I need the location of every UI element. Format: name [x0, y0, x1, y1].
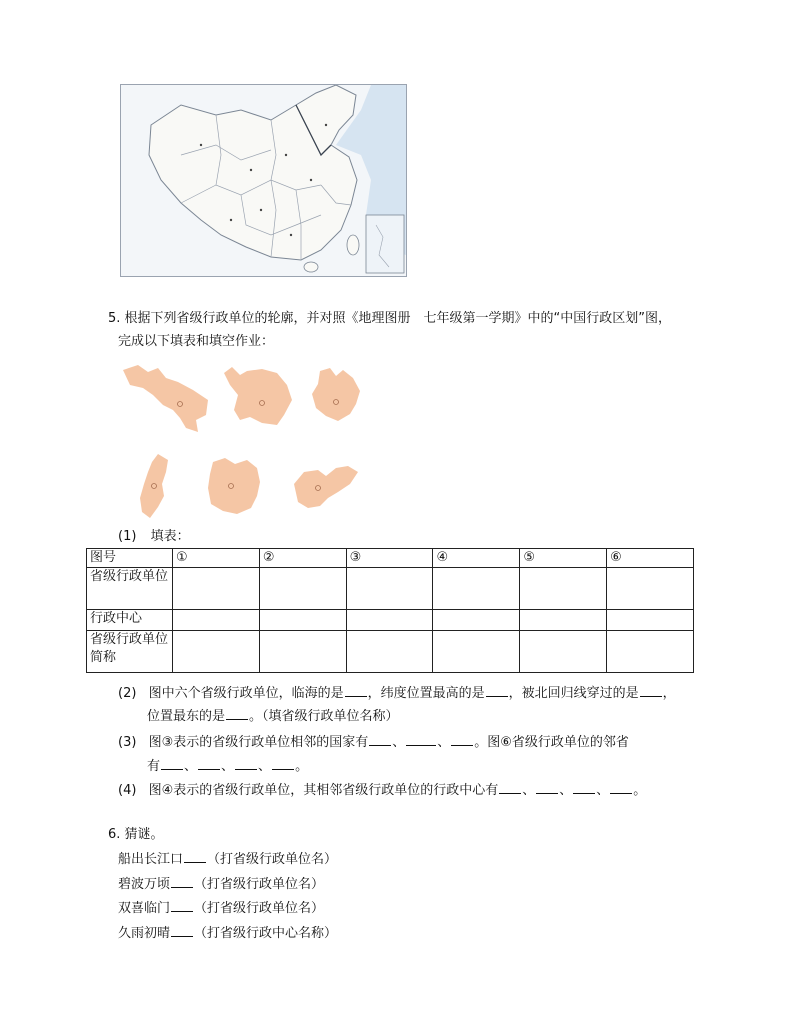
province-fill-table	[86, 548, 694, 673]
q5-part3-text: 有	[147, 759, 161, 774]
table-answer-cell[interactable]	[520, 631, 607, 673]
q6-title-line	[108, 826, 164, 844]
province-shape-3	[308, 366, 363, 424]
table-answer-cell[interactable]	[346, 631, 433, 673]
q5-intro-line1: 根据下列省级行政单位的轮廓，并对照《地理图册 七年级第一学期》中的“中国行政区划”图，	[124, 311, 672, 326]
riddle-item	[118, 899, 324, 918]
province-shape-2	[222, 365, 297, 427]
table-answer-cell[interactable]	[259, 610, 346, 631]
riddle-hint: （打省级行政单位名）	[194, 877, 325, 892]
q5-part1-label: (1)	[118, 529, 137, 544]
q5-part3-line1	[118, 733, 629, 752]
table-answer-cell[interactable]	[259, 631, 346, 673]
q5-part2-label: (2)	[118, 686, 137, 701]
answer-blank[interactable]	[198, 757, 220, 770]
q5-part4-label: (4)	[118, 783, 137, 798]
separator: 、	[258, 759, 272, 774]
table-header-row	[87, 549, 694, 568]
q5-part3-line2	[147, 757, 308, 776]
riddle-clue: 碧波万顷	[118, 877, 171, 892]
q5-part2-text: 图中六个省级行政单位，临海的是	[148, 686, 344, 701]
separator: 、	[221, 759, 235, 774]
riddle-hint: （打省级行政中心名称）	[194, 926, 338, 941]
q5-part2-text: 。（填省级行政单位名称）	[249, 709, 399, 724]
table-header-cell: ⑥	[607, 549, 694, 568]
province-shape-6	[290, 462, 362, 510]
answer-blank[interactable]	[406, 733, 436, 746]
answer-blank[interactable]	[184, 850, 206, 863]
riddle-item	[118, 924, 337, 943]
table-answer-cell[interactable]	[433, 631, 520, 673]
table-row	[87, 610, 694, 631]
period: 。	[295, 759, 309, 774]
answer-blank[interactable]	[369, 733, 391, 746]
answer-blank[interactable]	[226, 707, 248, 720]
table-answer-cell[interactable]	[433, 610, 520, 631]
answer-blank[interactable]	[640, 684, 662, 697]
period: 。	[633, 783, 647, 798]
answer-blank[interactable]	[171, 899, 193, 912]
q5-part1	[118, 528, 190, 546]
q5-part3-text: 。图⑥省级行政单位的邻省	[474, 735, 629, 750]
answer-blank[interactable]	[451, 733, 473, 746]
table-header-cell: ④	[433, 549, 520, 568]
q6-number: 6.	[108, 827, 121, 842]
table-row-label: 省级行政单位	[87, 568, 173, 610]
table-answer-cell[interactable]	[607, 631, 694, 673]
q5-intro-line2: 完成以下填表和填空作业：	[118, 334, 275, 349]
china-map-image	[120, 84, 407, 277]
province-shape-1	[118, 360, 213, 435]
table-row-label: 行政中心	[87, 610, 173, 631]
separator: 、	[522, 783, 536, 798]
q5-part2-text: ，纬度位置最高的是	[367, 686, 485, 701]
table-answer-cell[interactable]	[607, 610, 694, 631]
separator: 、	[437, 735, 451, 750]
table-answer-cell[interactable]	[173, 568, 260, 610]
answer-blank[interactable]	[272, 757, 294, 770]
answer-blank[interactable]	[486, 684, 508, 697]
q5-part4-text: 图④表示的省级行政单位，其相邻省级行政单位的行政中心有	[148, 783, 499, 798]
table-answer-cell[interactable]	[520, 568, 607, 610]
table-header-cell: ①	[173, 549, 260, 568]
riddle-item	[118, 875, 324, 894]
answer-blank[interactable]	[610, 781, 632, 794]
table-row	[87, 568, 694, 610]
q5-part2-text: ，	[662, 686, 676, 701]
table-answer-cell[interactable]	[346, 568, 433, 610]
table-answer-cell[interactable]	[173, 610, 260, 631]
province-shape-5	[205, 456, 263, 516]
table-answer-cell[interactable]	[259, 568, 346, 610]
riddle-clue: 双喜临门	[118, 901, 171, 916]
riddle-item	[118, 850, 337, 869]
table-row	[87, 631, 694, 673]
riddle-clue: 船出长江口	[118, 852, 184, 867]
table-answer-cell[interactable]	[520, 610, 607, 631]
table-header-cell: ②	[259, 549, 346, 568]
table-answer-cell[interactable]	[433, 568, 520, 610]
answer-blank[interactable]	[171, 924, 193, 937]
table-answer-cell[interactable]	[607, 568, 694, 610]
table-answer-cell[interactable]	[346, 610, 433, 631]
answer-blank[interactable]	[345, 684, 367, 697]
table-header-cell: ③	[346, 549, 433, 568]
q5-part4-line	[118, 781, 646, 800]
separator: 、	[184, 759, 198, 774]
answer-blank[interactable]	[235, 757, 257, 770]
answer-blank[interactable]	[161, 757, 183, 770]
q5-part3-text: 图③表示的省级行政单位相邻的国家有	[148, 735, 369, 750]
q5-part2-text: 位置最东的是	[147, 709, 226, 724]
table-header-cell: 图号	[87, 549, 173, 568]
q5-part1-text: 填表：	[150, 529, 190, 544]
answer-blank[interactable]	[573, 781, 595, 794]
riddle-hint: （打省级行政单位名）	[207, 852, 338, 867]
q5-part2-line1	[118, 684, 676, 703]
province-shape-4	[136, 452, 172, 520]
q6-title: 猜谜。	[124, 827, 164, 842]
riddle-hint: （打省级行政单位名）	[194, 901, 325, 916]
answer-blank[interactable]	[499, 781, 521, 794]
q5-number: 5.	[108, 311, 121, 326]
riddle-clue: 久雨初晴	[118, 926, 171, 941]
q5-part2-text: ，被北回归线穿过的是	[508, 686, 639, 701]
separator: 、	[559, 783, 573, 798]
separator: 、	[392, 735, 406, 750]
separator: 、	[596, 783, 610, 798]
answer-blank[interactable]	[536, 781, 558, 794]
answer-blank[interactable]	[171, 875, 193, 888]
table-row-label: 省级行政单位简称	[87, 631, 173, 673]
q5-part3-label: (3)	[118, 735, 137, 750]
table-header-cell: ⑤	[520, 549, 607, 568]
q5-part2-line2	[147, 707, 399, 726]
q5-line1	[108, 310, 671, 328]
table-answer-cell[interactable]	[173, 631, 260, 673]
